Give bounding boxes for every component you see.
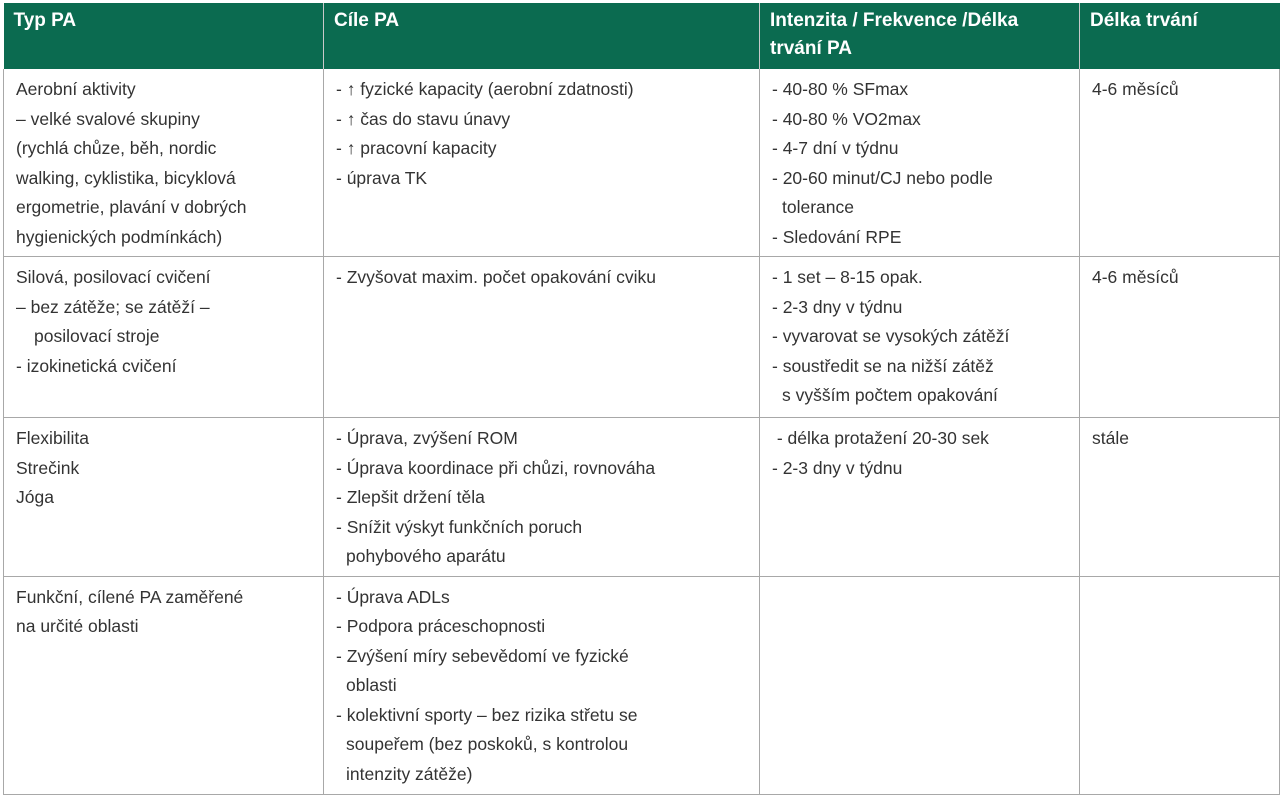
header-intenzita (760, 3, 1080, 69)
cell-line: - Snížit výskyt funkčních poruch (336, 516, 583, 537)
cell-line: posilovací stroje (34, 326, 160, 346)
table-header-row (4, 3, 1280, 69)
pa-table-container (3, 3, 1279, 797)
cell-line: Jóga (16, 487, 54, 507)
cell-line: - 40-80 % SFmax (772, 79, 909, 99)
cell-line: Strečink (16, 457, 80, 478)
table-row (4, 257, 1280, 418)
cell-line: - 2-3 dny v týdnu (772, 296, 903, 317)
cell-line: - Úprava koordinace při chůzi, rovnováha (336, 457, 656, 478)
table-row (4, 576, 1280, 794)
cell-line: - 40-80 % VO2max (772, 108, 921, 129)
cell-line: - úprava TK (336, 167, 428, 188)
cell-typ (4, 257, 324, 418)
cell-line: - Zlepšit držení těla (336, 487, 485, 507)
cell-cile (324, 418, 760, 577)
cell-line: Aerobní aktivity (16, 79, 136, 99)
cell-line: ergometrie, plavání v dobrých (16, 197, 247, 217)
cell-line: – velké svalové skupiny (16, 108, 200, 129)
header-intenzita-line1: Intenzita / Frekvence /Délka (770, 10, 1019, 31)
cell-typ (4, 69, 324, 257)
header-typ-pa: Typ PA (4, 3, 324, 69)
cell-line: Flexibilita (16, 428, 89, 448)
cell-line: – bez zátěže; se zátěží – (16, 296, 210, 317)
cell-line: - ↑ čas do stavu únavy (336, 108, 511, 129)
cell-delka (1080, 418, 1280, 577)
cell-line: intenzity zátěže) (346, 763, 473, 784)
cell-line: - vyvarovat se vysokých zátěží (772, 326, 1010, 346)
header-cile-pa: Cíle PA (324, 3, 760, 69)
cell-cile (324, 576, 760, 794)
cell-line: - 20-60 minut/CJ nebo podle (772, 167, 993, 188)
physical-activity-table (3, 3, 1280, 795)
cell-line: - 2-3 dny v týdnu (772, 457, 903, 478)
cell-line: - Zvýšení míry sebevědomí ve fyzické (336, 645, 629, 666)
cell-line: - ↑ fyzické kapacity (aerobní zdatnosti) (336, 79, 634, 99)
cell-line: - ↑ pracovní kapacity (336, 138, 497, 158)
cell-line: stále (1092, 428, 1129, 448)
cell-line: 4-6 měsíců (1092, 267, 1179, 287)
cell-line: tolerance (782, 197, 854, 217)
cell-line: 4-6 měsíců (1092, 79, 1179, 99)
cell-typ (4, 576, 324, 794)
cell-line: s vyšším počtem opakování (782, 385, 998, 405)
cell-delka (1080, 69, 1280, 257)
cell-line: - kolektivní sporty – bez rizika střetu se (336, 704, 638, 725)
header-delka-trvani: Délka trvání (1080, 3, 1280, 69)
cell-line: - Sledování RPE (772, 226, 902, 247)
cell-typ (4, 418, 324, 577)
cell-line: - 4-7 dní v týdnu (772, 138, 899, 158)
cell-line: hygienických podmínkách) (16, 226, 223, 247)
cell-line: - Zvyšovat maxim. počet opakování cviku (336, 267, 656, 287)
cell-line: walking, cyklistika, bicyklová (16, 167, 236, 188)
cell-cile (324, 69, 760, 257)
cell-line: - Úprava, zvýšení ROM (336, 428, 518, 448)
cell-line: soupeřem (bez poskoků, s kontrolou (346, 734, 629, 754)
cell-line: (rychlá chůze, běh, nordic (16, 138, 217, 158)
cell-line: - 1 set – 8-15 opak. (772, 267, 923, 287)
cell-line: - izokinetická cvičení (16, 355, 177, 376)
cell-delka (1080, 257, 1280, 418)
header-intenzita-line2: trvání PA (770, 38, 853, 59)
cell-line: - délka protažení 20-30 sek (772, 428, 989, 448)
cell-cile (324, 257, 760, 418)
cell-line: oblasti (346, 675, 397, 695)
cell-line: na určité oblasti (16, 616, 139, 636)
cell-delka (1080, 576, 1280, 794)
cell-line: - soustředit se na nižší zátěž (772, 355, 994, 376)
table-row (4, 69, 1280, 257)
table-row (4, 418, 1280, 577)
cell-line: Funkční, cílené PA zaměřené (16, 586, 244, 607)
cell-line: Silová, posilovací cvičení (16, 267, 211, 287)
cell-intenzita (760, 576, 1080, 794)
cell-line: pohybového aparátu (346, 546, 506, 566)
cell-intenzita (760, 69, 1080, 257)
cell-line: - Úprava ADLs (336, 586, 450, 607)
cell-intenzita (760, 418, 1080, 577)
cell-intenzita (760, 257, 1080, 418)
cell-line: - Podpora práceschopnosti (336, 616, 546, 636)
